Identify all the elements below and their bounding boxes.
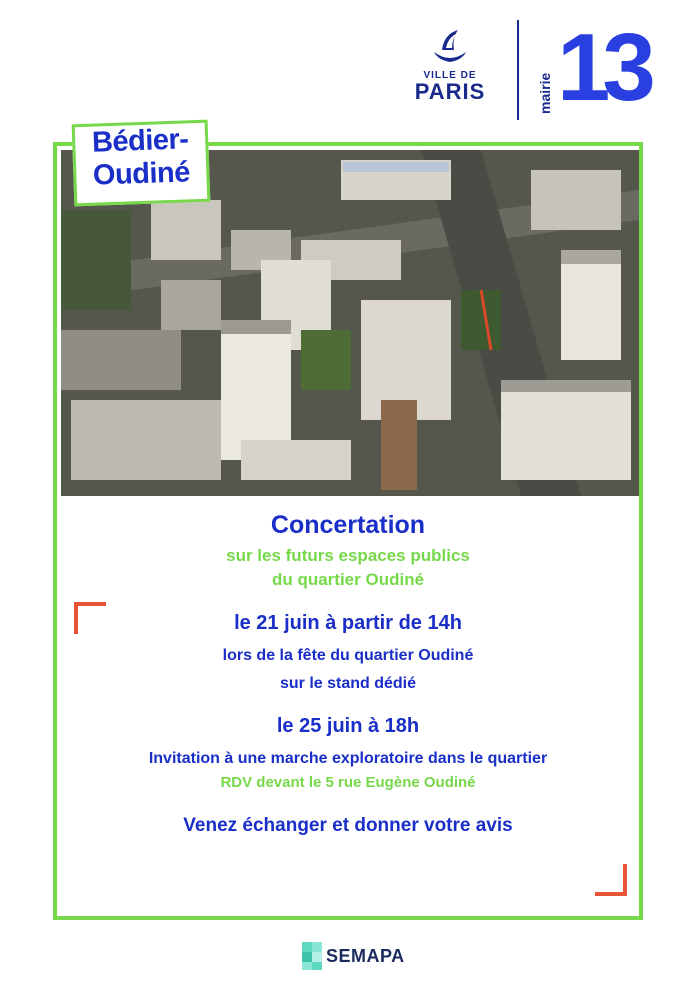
title: Concertation (270, 511, 426, 539)
subtitle-line-1: sur les futurs espaces publics (226, 546, 470, 565)
event1-date: le 21 juin à partir de 14h (234, 612, 462, 634)
semapa-logo (298, 938, 418, 974)
event2-line-1: Invitation à une marche exploratoire dans le quartier (148, 750, 548, 767)
event-content (57, 505, 639, 837)
mairie-label: mairie (537, 72, 553, 114)
logo-divider (517, 20, 519, 120)
mairie-13-logo (535, 14, 655, 121)
mairie-number: 13 (557, 14, 648, 121)
ville-de-paris-logo (405, 24, 495, 124)
semapa-name: SEMAPA (326, 946, 405, 966)
call-to-action: Venez échanger et donner votre avis (183, 815, 513, 836)
mairie-word (535, 44, 555, 114)
neighborhood-tag (72, 120, 211, 207)
paris-ship-emblem-icon (428, 24, 472, 68)
event2-line-2: RDV devant le 5 rue Eugène Oudiné (220, 774, 476, 791)
event1-line-2: sur le stand dédié (279, 675, 417, 692)
header-logos (405, 14, 665, 128)
orange-corner-bottom-right (595, 864, 627, 896)
subtitle-line-2: du quartier Oudiné (271, 570, 425, 589)
event2-date: le 25 juin à 18h (276, 715, 420, 737)
tag-line-2: Oudiné (92, 156, 191, 192)
tag-line-1: Bédier- (91, 123, 189, 159)
paris-name-label: PARIS (414, 79, 486, 104)
paris-ville-label: VILLE DE (423, 70, 477, 81)
event1-line-1: lors de la fête du quartier Oudiné (222, 647, 474, 664)
